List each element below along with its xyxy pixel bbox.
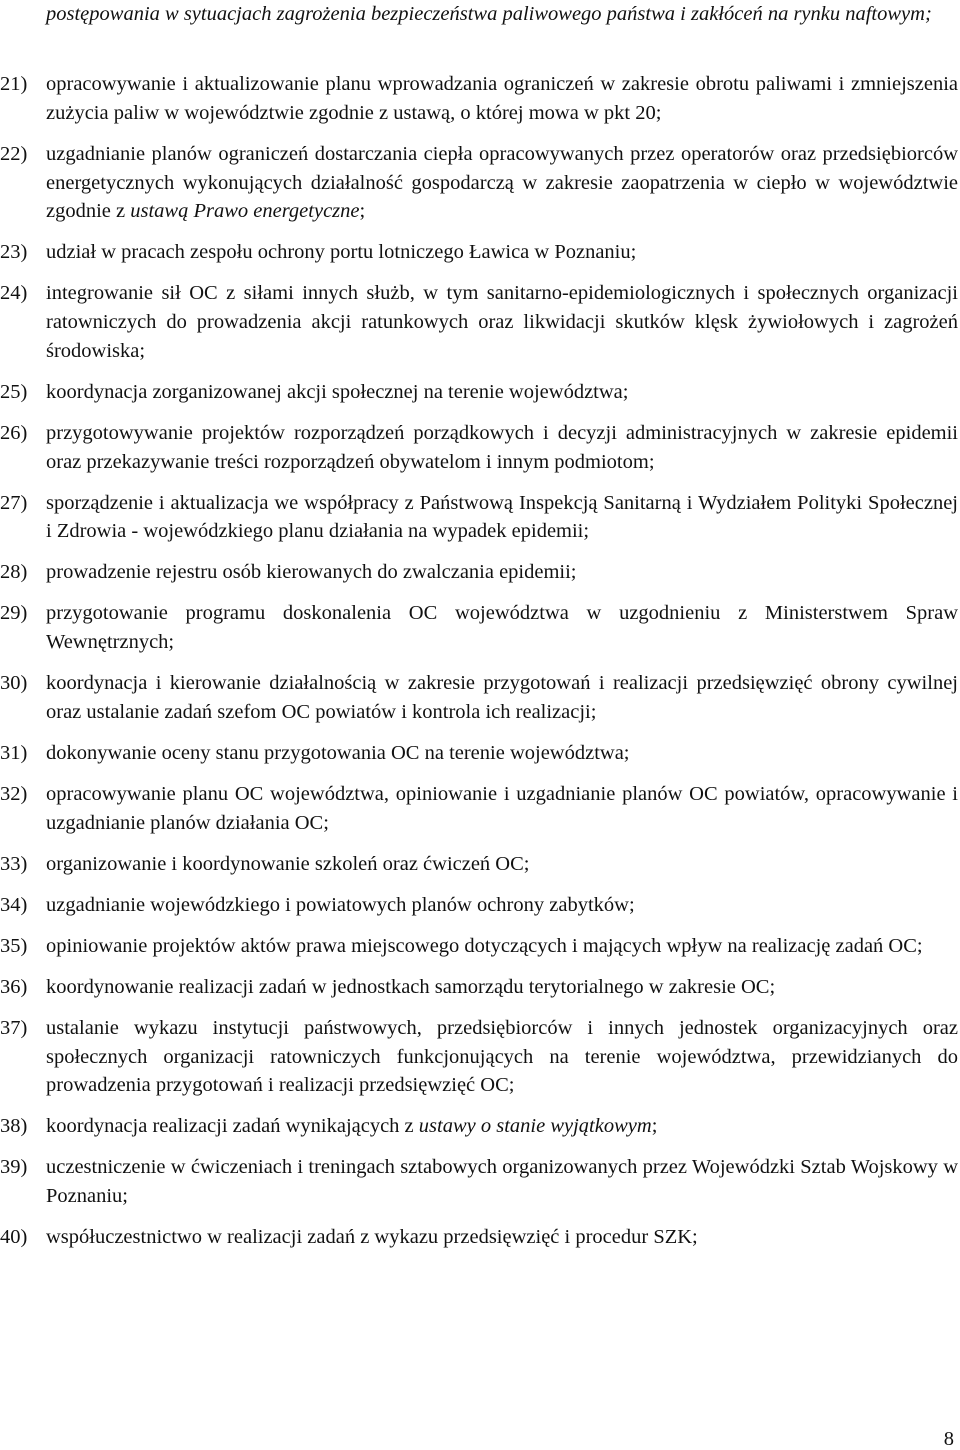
- item-text: [46, 1223, 958, 1252]
- item-text: [46, 669, 958, 727]
- item-text: [46, 932, 958, 961]
- item-text: [46, 279, 958, 365]
- text-run: uzgadnianie planów ograniczeń dostarczania ciepła opracowywanych przez operatorów oraz przedsiębiorców energetycznych wykonujących działalność gospodarczą w zakresie zaopatrzenia w ciepło w województwie zgodnie z: [46, 142, 958, 223]
- item-number: 31): [0, 742, 28, 765]
- list-item: [0, 419, 958, 477]
- item-text: [46, 558, 958, 587]
- list-item: [0, 1153, 958, 1211]
- item-number: 37): [0, 1016, 28, 1039]
- text-run: ustalanie wykazu instytucji państwowych, przedsiębiorców i innych jednostek organizacyjnych oraz społecznych organizacji ratowniczych funkcjonujących na terenie województwa, przewidzianych do prowadzenia przygotowań i realizacji przedsięwzięć OC;: [46, 1016, 958, 1097]
- list-item: [0, 558, 958, 587]
- text-run: opracowywanie planu OC województwa, opiniowanie i uzgadnianie planów OC powiatów, opracowywanie i uzgadnianie planów działania OC;: [46, 783, 958, 834]
- item-number: 38): [0, 1115, 28, 1138]
- item-text: [46, 739, 958, 768]
- text-run: współuczestnictwo w realizacji zadań z wykazu przedsięwzięć i procedur SZK;: [46, 1226, 698, 1249]
- list-item: [0, 1112, 958, 1141]
- act-title-italic: ustawą Prawo energetyczne: [130, 200, 360, 223]
- item-number: 35): [0, 934, 28, 957]
- numbered-task-list: [0, 70, 958, 1264]
- text-run: prowadzenie rejestru osób kierowanych do zwalczania epidemii;: [46, 561, 577, 584]
- text-run: koordynowanie realizacji zadań w jednostkach samorządu terytorialnego w zakresie OC;: [46, 975, 776, 998]
- text-run: integrowanie sił OC z siłami innych służb, w tym sanitarno-epidemiologicznych i społecznych organizacji ratowniczych do prowadzenia akcji ratunkowych oraz likwidacji skutków klęsk żywiołowych i zagrożeń środowiska;: [46, 282, 958, 362]
- continuation-paragraph: postępowania w sytuacjach zagrożenia bezpieczeństwa paliwowego państwa i zakłóceń na rynku naftowym;: [46, 3, 932, 25]
- list-item: [0, 1223, 958, 1252]
- item-number: 25): [0, 380, 28, 403]
- item-text: [46, 1112, 958, 1141]
- item-number: 28): [0, 561, 28, 584]
- item-number: 29): [0, 602, 28, 625]
- text-run: przygotowanie programu doskonalenia OC województwa w uzgodnieniu z Ministerstwem Spraw Wewnętrznych;: [46, 602, 958, 654]
- item-number: 36): [0, 975, 28, 998]
- list-item: [0, 489, 958, 547]
- text-run: ;: [651, 1115, 658, 1138]
- text-run: uczestniczenie w ćwiczeniach i treningach sztabowych organizowanych przez Wojewódzki Sztab Wojskowy w Poznaniu;: [46, 1156, 958, 1208]
- list-item: [0, 669, 958, 727]
- text-run: dokonywanie oceny stanu przygotowania OC na terenie województwa;: [46, 742, 630, 765]
- item-number: 34): [0, 893, 28, 916]
- item-number: 40): [0, 1226, 28, 1249]
- item-number: 23): [0, 241, 28, 264]
- item-text: [46, 1014, 958, 1100]
- list-item: [0, 1014, 958, 1100]
- list-item: [0, 850, 958, 879]
- list-item: [0, 378, 958, 407]
- text-run: organizowanie i koordynowanie szkoleń oraz ćwiczeń OC;: [46, 852, 530, 875]
- list-item: [0, 70, 958, 128]
- item-number: 24): [0, 282, 28, 305]
- text-run: koordynacja realizacji zadań wynikających z: [46, 1115, 419, 1138]
- text-run: uzgadnianie wojewódzkiego i powiatowych planów ochrony zabytków;: [46, 893, 635, 916]
- item-text: [46, 780, 958, 838]
- text-run: sporządzenie i aktualizacja we współpracy z Państwową Inspekcją Sanitarną i Wydziałem Polityki Społecznej i Zdrowia - wojewódzkiego planu działania na wypadek epidemii;: [46, 491, 958, 543]
- text-run: opiniowanie projektów aktów prawa miejscowego dotyczących i mających wpływ na realizację zadań OC;: [46, 934, 923, 957]
- text-run: opracowywanie i aktualizowanie planu wprowadzania ograniczeń w zakresie obrotu paliwami i zmniejszenia zużycia paliw w województwie zgodnie z ustawą, o której mowa w pkt 20;: [46, 73, 958, 124]
- item-text: [46, 419, 958, 477]
- list-item: [0, 739, 958, 768]
- text-run: ;: [359, 200, 366, 223]
- item-number: 21): [0, 73, 28, 95]
- item-text: [46, 891, 958, 920]
- text-run: koordynacja zorganizowanej akcji społecznej na terenie województwa;: [46, 380, 629, 403]
- item-text: [46, 489, 958, 547]
- item-text: [46, 238, 958, 267]
- item-text: [46, 973, 958, 1002]
- item-text: [46, 378, 958, 407]
- act-title-italic: ustawy o stanie wyjątkowym: [418, 1115, 652, 1138]
- list-item: [0, 140, 958, 226]
- list-item: [0, 891, 958, 920]
- item-number: 39): [0, 1156, 28, 1179]
- list-item: [0, 279, 958, 365]
- list-item: [0, 238, 958, 267]
- text-run: przygotowywanie projektów rozporządzeń porządkowych i decyzji administracyjnych w zakresie epidemii oraz przekazywanie treści rozporządzeń obywatelom i innym podmiotom;: [46, 421, 958, 473]
- text-run: koordynacja i kierowanie działalnością w zakresie przygotowań i realizacji przedsięwzięć obrony cywilnej oraz ustalanie zadań szefom OC powiatów i kontrola ich realizacji;: [46, 672, 958, 724]
- list-item: [0, 780, 958, 838]
- item-text: [46, 1153, 958, 1211]
- item-text: [46, 140, 958, 226]
- list-item: [0, 932, 958, 961]
- item-number: 26): [0, 421, 28, 444]
- item-number: 27): [0, 491, 28, 514]
- item-number: 33): [0, 852, 28, 875]
- list-item: [0, 599, 958, 657]
- list-item: [0, 973, 958, 1002]
- item-text: [46, 70, 958, 128]
- page-number: 8: [943, 1428, 954, 1450]
- item-number: 32): [0, 783, 28, 805]
- item-text: [46, 599, 958, 657]
- text-run: udział w pracach zespołu ochrony portu lotniczego Ławica w Poznaniu;: [46, 241, 637, 264]
- item-number: 22): [0, 142, 28, 165]
- item-text: [46, 850, 958, 879]
- item-number: 30): [0, 672, 28, 695]
